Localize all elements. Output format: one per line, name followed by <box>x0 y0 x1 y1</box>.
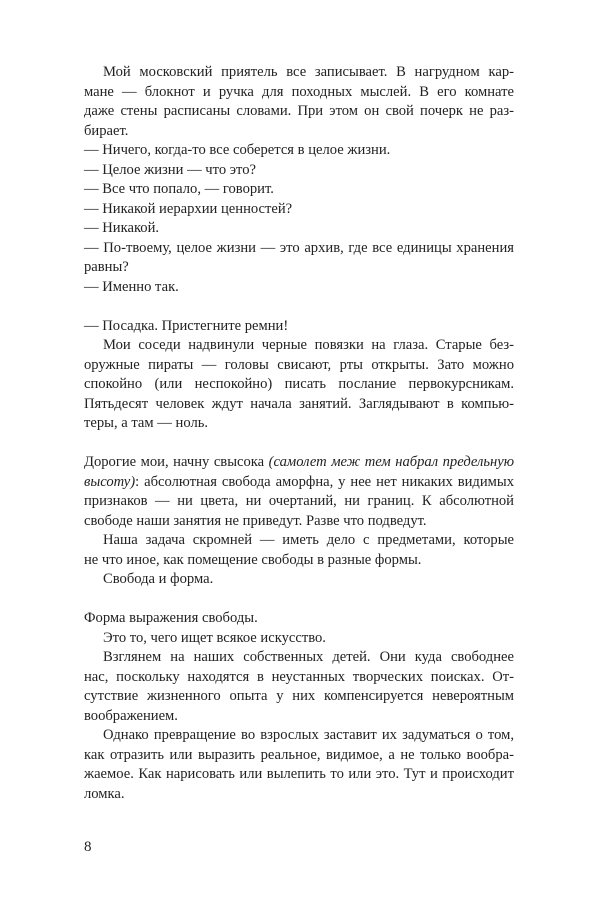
text-line: бирает. <box>84 122 129 139</box>
text-line: воображением. <box>84 707 178 724</box>
dialogue-line: — По-твоему, целое жизни — это архив, где все единицы хранения <box>84 239 514 256</box>
dialogue-line: — Ничего, когда-то все соберется в целое жизни. <box>84 142 391 158</box>
text-line: Мой московский приятель все записывает. В нагрудном кар- <box>103 64 514 80</box>
text-line: нас, поскольку находятся в неустанных творческих поисках. От- <box>84 668 514 685</box>
text-line <box>84 453 514 473</box>
text-line: Наша задача скромней — иметь дело с предметами, которые <box>103 532 514 548</box>
dialogue-line: — Целое жизни — что это? <box>84 161 257 178</box>
text-line: Свобода и форма. <box>103 571 214 587</box>
text-line: как отразить или выразить реальное, видимое, а не только вообра- <box>84 746 514 763</box>
dialogue-line: равны? <box>84 259 129 275</box>
text-line: спокойно (или неспокойно) писать послание первокурсникам. <box>84 376 514 392</box>
text-line: сутствие жизненного опыта у них компенсируется невероятным <box>84 688 514 704</box>
text-line: признаков — ни цвета, ни очертаний, ни границ. К абсолютной <box>84 493 514 509</box>
italic-span: высоту) <box>84 473 136 490</box>
dialogue-line: — Все что попало, — говорит. <box>84 181 274 197</box>
text-line: Мои соседи надвинули черные повязки на глаза. Старые без- <box>103 337 514 353</box>
text-line: не что иное, как помещение свободы в разные формы. <box>84 551 422 568</box>
dialogue-line: — Никакой. <box>84 220 160 236</box>
body-text <box>84 63 514 804</box>
text-line: ломка. <box>84 785 125 802</box>
section-break <box>84 297 514 317</box>
text-line: Это то, чего ищет всякое искусство. <box>103 629 326 646</box>
section-break <box>84 590 514 610</box>
text-line: Взглянем на наших собственных детей. Они куда свободнее <box>103 649 514 665</box>
text-span: Дорогие мои, начну свысока <box>84 454 269 470</box>
dialogue-line: — Никакой иерархии ценностей? <box>84 200 293 217</box>
text-line: Форма выражения свободы. <box>84 610 258 626</box>
text-line <box>84 473 514 493</box>
text-line: Однако превращение во взрослых заставит их задуматься о том, <box>103 727 514 743</box>
italic-span: (самолет меж тем набрал предельную <box>268 454 514 470</box>
text-line: даже стены расписаны словами. При этом он свой почерк не раз- <box>84 103 514 119</box>
text-line: теры, а там — ноль. <box>84 415 209 431</box>
text-span: : абсолютная свобода аморфна, у нее нет никаких видимых <box>135 473 514 490</box>
text-line: свободе наши занятия не приведут. Разве что подведут. <box>84 512 427 529</box>
page-number: 8 <box>84 839 92 855</box>
text-line: оружные пираты — головы свисают, рты открыты. Зато можно <box>84 356 514 373</box>
dialogue-line: — Именно так. <box>84 278 179 295</box>
dialogue-line: — Посадка. Пристегните ремни! <box>84 317 289 334</box>
text-line: мане — блокнот и ручка для походных мыслей. В его комнате <box>84 83 514 100</box>
text-line: Пятьдесят человек ждут начала занятий. Заглядывают в компью- <box>84 395 514 412</box>
section-break <box>84 434 514 454</box>
text-line: жаемое. Как нарисовать или вылепить то или это. Тут и происходит <box>84 766 514 782</box>
